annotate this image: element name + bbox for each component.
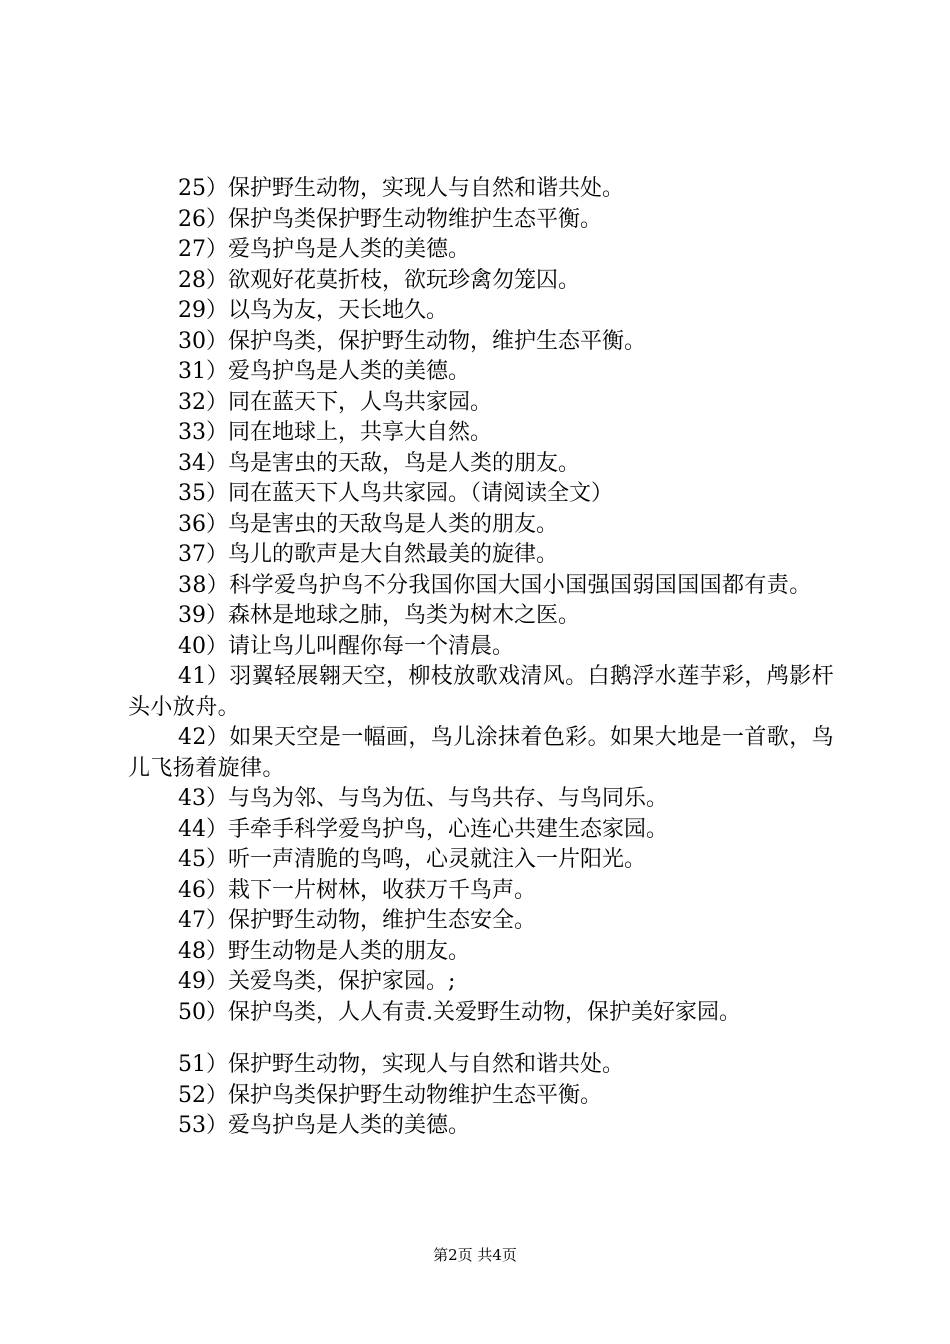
slogan-line: 30）保护鸟类，保护野生动物，维护生态平衡。 [178,328,646,354]
slogan-line: 43）与鸟为邻、与鸟为伍、与鸟共存、与鸟同乐。 [178,786,668,811]
paragraph-gap [128,1028,836,1050]
slogan-line: 28）欲观好花莫折枝，欲玩珍禽勿笼囚。 [178,267,580,293]
slogan-line: 39）森林是地球之肺，鸟类为树木之医。 [178,603,580,628]
slogan-list-b [128,601,836,662]
slogan-line: 46）栽下一片树林，收获万千鸟声。 [178,877,536,903]
slogan-line: 32）同在蓝天下，人鸟共家园。 [178,389,492,415]
slogan-line: 51）保护野生动物，实现人与自然和谐共处。 [178,1052,624,1077]
slogan-line: 52）保护鸟类保护野生动物维护生态平衡。 [178,1082,602,1108]
slogan-line: 47）保护野生动物，维护生态安全。 [178,908,536,933]
slogan-line: 34）鸟是害虫的天敌，鸟是人类的朋友。 [178,450,580,476]
slogan-line: 45）听一声清脆的鸟鸣，心灵就注入一片阳光。 [178,847,646,872]
slogan-line: 31）爱鸟护鸟是人类的美德。 [178,359,470,384]
page-indicator: 第2页 共4页 [433,1246,517,1264]
slogan-line: 49）关爱鸟类，保护家园。; [178,969,456,994]
slogan-line: 53）爱鸟护鸟是人类的美德。 [178,1113,470,1138]
slogan-paragraph-38: 38）科学爱鸟护鸟不分我国你国大国小国强国弱国国国都有责。 [178,572,812,598]
slogan-line: 29）以鸟为友，天长地久。 [178,298,448,323]
slogan-line: 27）爱鸟护鸟是人类的美德。 [178,237,470,262]
slogan-line: 26）保护鸟类保护野生动物维护生态平衡。 [178,206,602,232]
slogan-line: 33）同在地球上，共享大自然。 [178,420,492,445]
slogan-list-c [128,784,836,1028]
document-body [128,174,836,1142]
slogan-line: 40）请让鸟儿叫醒你每一个清晨。 [178,633,514,659]
slogan-line: 44）手牵手科学爱鸟护鸟，心连心共建生态家园。 [178,816,668,842]
slogan-line: 48）野生动物是人类的朋友。 [178,938,470,964]
slogan-paragraph-42: 42）如果天空是一幅画，鸟儿涂抹着色彩。如果大地是一首歌，鸟儿飞扬着旋律。 [128,725,834,781]
slogan-line: 25）保护野生动物，实现人与自然和谐共处。 [178,176,624,201]
slogan-line: 35）同在蓝天下人鸟共家园。（请阅读全文） [178,481,613,506]
slogan-list-a [128,174,836,571]
slogan-paragraph-41: 41）羽翼轻展翱天空，柳枝放歌戏清风。白鹅浮水莲芋彩，鸬影杆头小放舟。 [128,664,834,720]
slogan-line: 36）鸟是害虫的天敌鸟是人类的朋友。 [178,511,558,537]
slogan-line: 50）保护鸟类，人人有责.关爱野生动物，保护美好家园。 [178,999,741,1025]
slogan-list-d [128,1050,836,1142]
slogan-line: 37）鸟儿的歌声是大自然最美的旋律。 [178,542,558,567]
